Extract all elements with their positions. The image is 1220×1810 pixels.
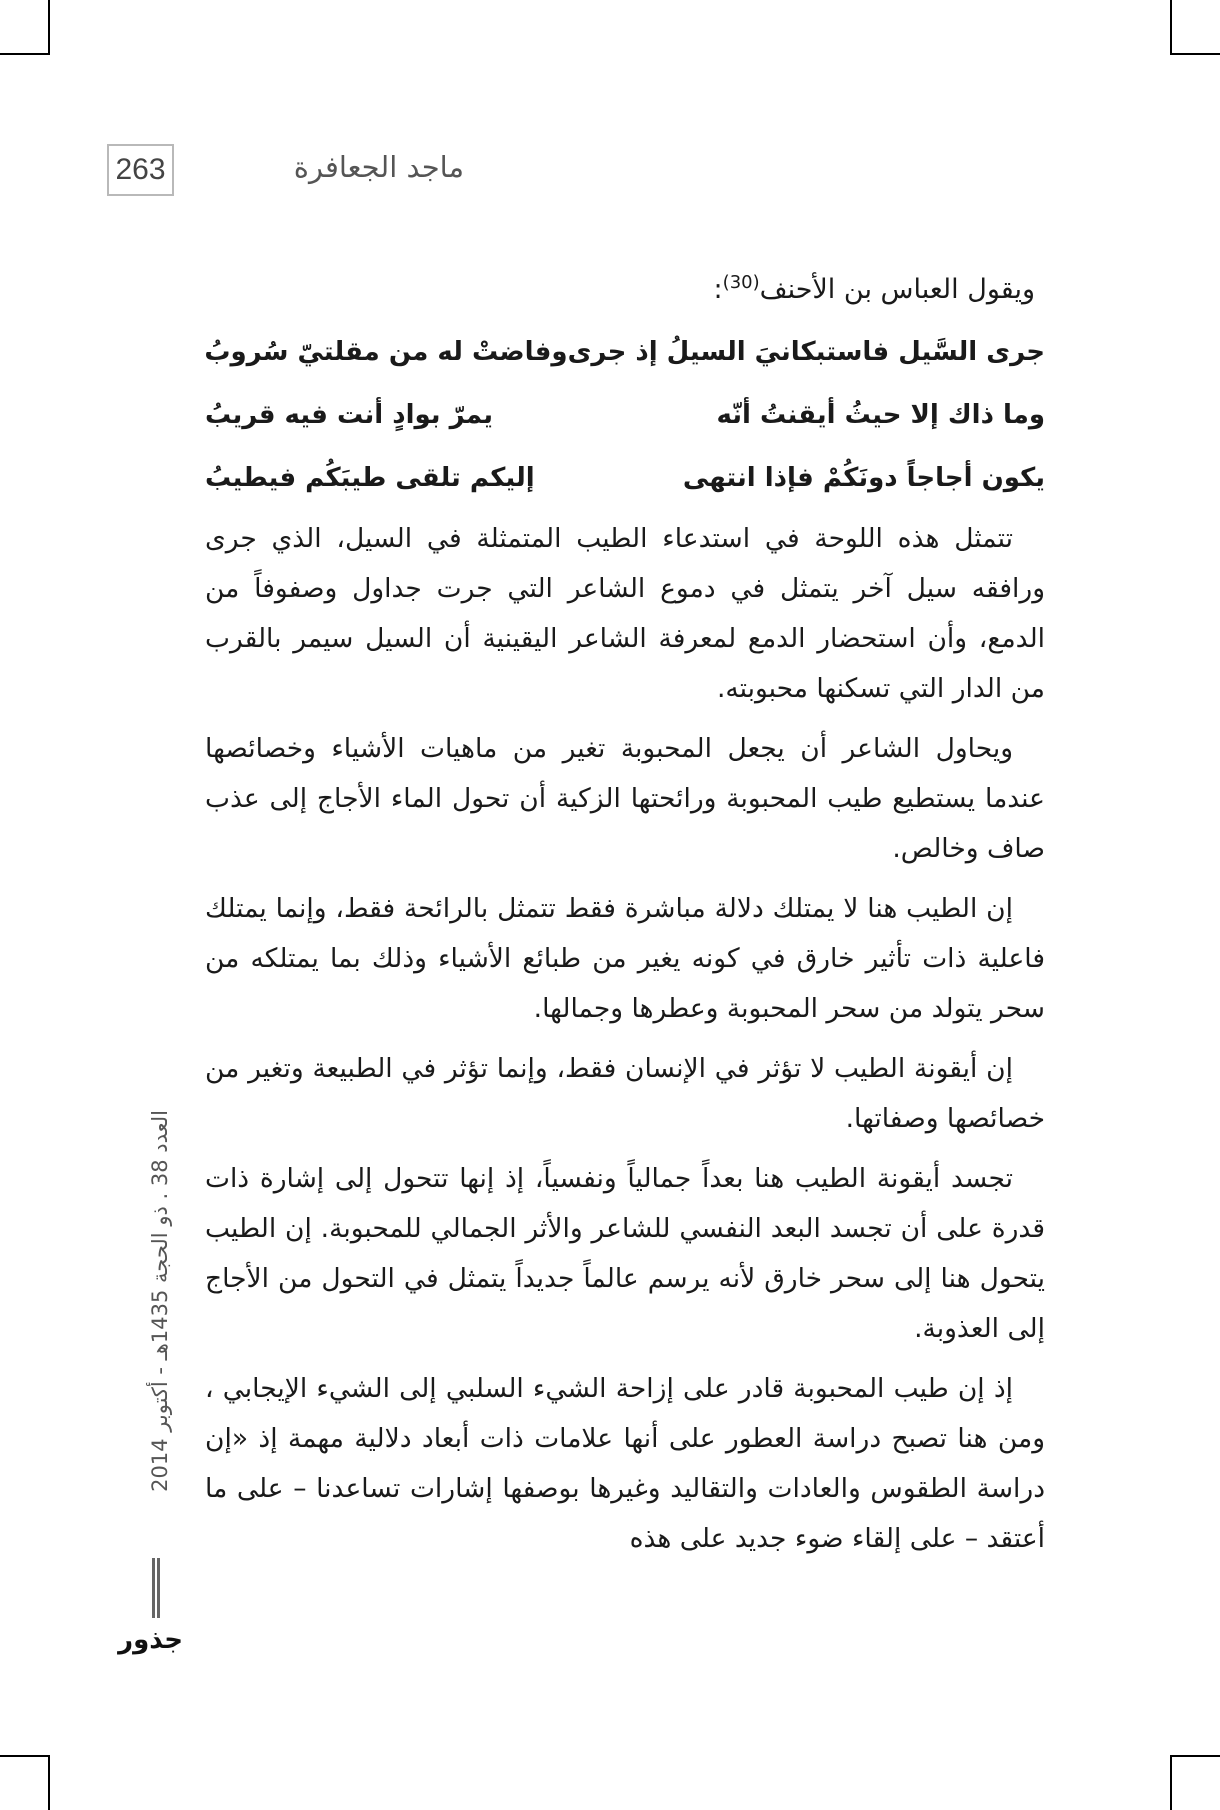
paragraph: تتمثل هذه اللوحة في استدعاء الطيب المتمثلة في السيل، الذي جرى ورافقه سيل آخر يتمثل في دموع الشاعر التي جرت جداول وصفوفاً من الدمع، وأن استحضار الدمع لمعرفة الشاعر اليقينية أن السيل سيمر بالقرب من الدار التي تسكنها محبوبته. <box>205 523 1045 704</box>
verse-first-hemistich: وما ذاك إلا حيثُ أيقنتُ أنّه <box>716 400 1045 430</box>
divider-rule <box>157 1558 160 1618</box>
verse-first-hemistich: جرى السَّيل فاستبكانيَ السيلُ إذ جرى <box>567 337 1045 367</box>
poem-verse <box>205 321 1045 384</box>
verse-second-hemistich: وفاضتْ له من مقلتيّ سُروبُ <box>204 337 568 367</box>
crop-mark <box>1170 1755 1220 1757</box>
crop-mark <box>0 53 50 55</box>
journal-logo: جذور <box>118 1625 183 1655</box>
crop-mark <box>1170 1755 1172 1810</box>
verse-second-hemistich: يمرّ بوادٍ أنت فيه قريبُ <box>205 400 493 430</box>
paragraph: ويحاول الشاعر أن يجعل المحبوبة تغير من ماهيات الأشياء وخصائصها عندما يستطيع طيب المحبوبة ورائحتها الزكية أن تحول الماء الأجاج إلى عذب صاف وخالص. <box>205 733 1045 864</box>
crop-mark <box>0 1755 50 1757</box>
footnote-reference: (30) <box>722 272 760 293</box>
page-number: 263 <box>107 144 174 196</box>
crop-mark <box>1170 53 1220 55</box>
poem-intro <box>205 258 1035 315</box>
paragraph: إن أيقونة الطيب لا تؤثر في الإنسان فقط، وإنما تؤثر في الطبيعة وتغير من خصائصها وصفاتها. <box>205 1053 1045 1134</box>
paragraph: إذ إن طيب المحبوبة قادر على إزاحة الشيء السلبي إلى الشيء الإيجابي ، ومن هنا تصبح دراسة العطور على أنها علامات ذات أبعاد دلالية مهمة إذ «إن دراسة الطقوس والعادات والتقاليد وغيرها بوصفها إشارات تساعدنا – على ما أعتقد – على إلقاء ضوء جديد على هذه <box>205 1373 1045 1554</box>
verse-second-hemistich: إليكم تلقى طيبَكُم فيطيبُ <box>205 463 535 493</box>
verse-first-hemistich: يكون أجاجاً دونَكُمْ فإذا انتهى <box>682 463 1045 493</box>
poem-intro-colon: : <box>713 274 723 305</box>
page-body <box>205 258 1045 1574</box>
issue-info-vertical: العدد 38 . ذو الحجة 1435هـ - أكتوبر 2014 <box>148 1110 172 1492</box>
poem-verse <box>205 447 1045 510</box>
running-header-author: ماجد الجعافرة <box>293 150 464 184</box>
poem-verse <box>205 384 1045 447</box>
crop-mark <box>1170 0 1172 55</box>
paragraph: إن الطيب هنا لا يمتلك دلالة مباشرة فقط تتمثل بالرائحة فقط، وإنما يمتلك فاعلية ذات تأثير خارق في كونه يغير من طبائع الأشياء وذلك بما يمتلكه من سحر يتولد من سحر المحبوبة وعطرها وجمالها. <box>205 893 1045 1024</box>
poem-intro-text: ويقول العباس بن الأحنف <box>759 274 1035 305</box>
paragraph: تجسد أيقونة الطيب هنا بعداً جمالياً ونفسياً، إذ إنها تتحول إلى إشارة ذات قدرة على أن تجسد البعد النفسي للشاعر والأثر الجمالي للمحبوبة. إن الطيب يتحول هنا إلى سحر خارق لأنه يرسم عالماً جديداً يتمثل في التحول من الأجاج إلى العذوبة. <box>205 1163 1045 1344</box>
divider-rule <box>152 1558 155 1618</box>
crop-mark <box>48 1755 50 1810</box>
crop-mark <box>48 0 50 55</box>
